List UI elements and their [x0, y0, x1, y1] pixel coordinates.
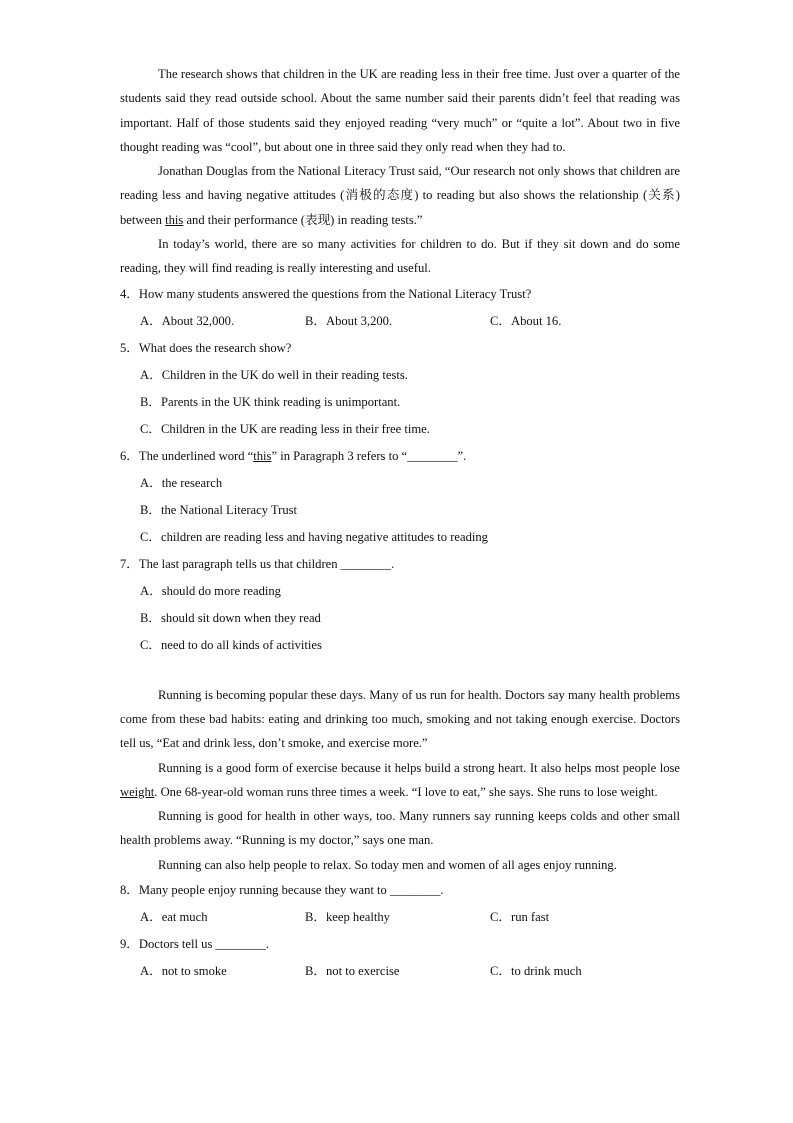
passage1-paragraph-1: The research shows that children in the UK are reading less in their free time. Just over a quarter of the students said they read outside school. About the same number said their parents didn’t feel that reading was important. Half of those students said they enjoyed reading “very much” or “quite a lot”. About two in five thought reading was “cool”, but about one in three said they only read when they had to.	[120, 67, 680, 154]
option-a: A．Children in the UK do well in their reading tests.	[140, 367, 408, 382]
question-7-stem: 7．The last paragraph tells us that children ________.	[120, 556, 395, 571]
option-c: C．need to do all kinds of activities	[140, 637, 322, 652]
option-a: A．the research	[140, 475, 223, 490]
question-8-options	[120, 904, 680, 931]
section-gap	[120, 659, 680, 683]
text-fragment: ” in Paragraph 3 refers to “________”.	[271, 448, 467, 463]
option-b: B．Parents in the UK think reading is unimportant.	[140, 394, 401, 409]
question-9-options	[120, 958, 680, 985]
option-b: B．not to exercise	[305, 964, 400, 979]
question-5-stem: 5．What does the research show?	[120, 340, 292, 355]
option-b: B．About 3,200.	[305, 313, 393, 328]
option-c: C．About 16.	[490, 313, 562, 328]
passage2-paragraph-3: Running is good for health in other ways, too. Many runners say running keeps colds and other small health problems away. “Running is my doctor,” says one man.	[120, 809, 680, 848]
option-a: A．eat much	[140, 910, 208, 925]
underlined-word-this: this	[165, 212, 184, 227]
question-8-stem: 8．Many people enjoy running because they want to ________.	[120, 883, 444, 898]
option-a: A．not to smoke	[140, 964, 227, 979]
text-fragment: 6．The underlined word “	[120, 448, 254, 463]
passage2-paragraph-4: Running can also help people to relax. So today men and women of all ages enjoy running.	[158, 857, 617, 872]
passage1-paragraph-2	[120, 159, 680, 232]
option-c: C．to drink much	[490, 964, 582, 979]
text-fragment: and their performance (表现) in reading tests.”	[183, 212, 423, 227]
text-fragment: Running is a good form of exercise because it helps build a strong heart. It also helps most people lose	[158, 760, 680, 775]
question-4-stem: 4．How many students answered the questions from the National Literacy Trust?	[120, 286, 532, 301]
option-b: B．should sit down when they read	[140, 610, 321, 625]
option-c: C．run fast	[490, 910, 550, 925]
option-a: A．About 32,000.	[140, 313, 235, 328]
option-b: B．keep healthy	[305, 910, 390, 925]
text-fragment: . One 68-year-old woman runs three times a week. “I love to eat,” she says. She runs to lose weight.	[154, 784, 658, 799]
option-c: C．children are reading less and having negative attitudes to reading	[140, 529, 488, 544]
option-a: A．should do more reading	[140, 583, 281, 598]
passage1-paragraph-3: In today’s world, there are so many activities for children to do. But if they sit down and do some reading, they will find reading is really interesting and useful.	[120, 237, 680, 276]
text-fragment: Jonathan Douglas from the National Literacy Trust said, “Our research not only shows that children are reading less and having negative attitudes (消极的态度) to reading but also shows the relationship (关系) between	[120, 164, 680, 227]
passage2-paragraph-2	[120, 756, 680, 805]
option-c: C．Children in the UK are reading less in their free time.	[140, 421, 430, 436]
question-9-stem: 9．Doctors tell us ________.	[120, 937, 270, 952]
document-page	[120, 62, 680, 985]
underlined-word-weight: weight	[120, 784, 155, 799]
option-b: B．the National Literacy Trust	[140, 502, 298, 517]
passage2-paragraph-1: Running is becoming popular these days. Many of us run for health. Doctors say many health problems come from these bad habits: eating and drinking too much, smoking and not taking enough exercise. Doctors tell us, “Eat and drink less, don’t smoke, and exercise more.”	[120, 687, 680, 751]
question-6-stem	[120, 443, 680, 470]
underlined-word-this: this	[253, 448, 272, 463]
question-4-options	[120, 308, 680, 335]
